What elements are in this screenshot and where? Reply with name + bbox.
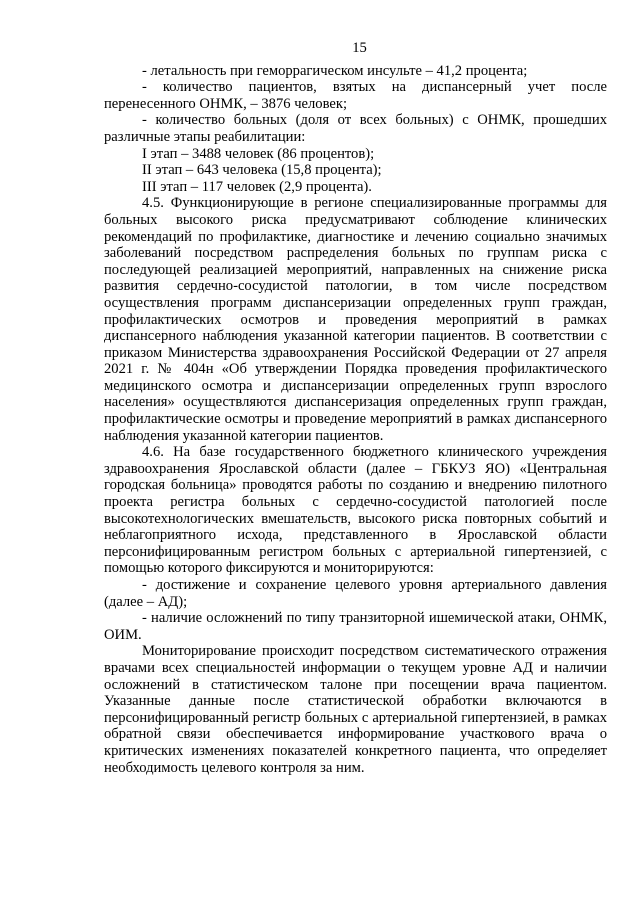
- paragraph-stage-2: II этап – 643 человека (15,8 процента);: [142, 162, 382, 179]
- paragraph-stage-1: I этап – 3488 человек (86 процентов);: [142, 145, 375, 162]
- paragraph-section-4-5: 4.5. Функционирующие в регионе специализированные программы для больных высокого риска предусматривают соблюдение клинических рекомендаций по профилактике, диагностике и лечению социально значимых заболеваний посредством распределения больных по группам риска с последующей реализацией мероприятий, направленных на снижение риска развития сердечно-сосудистой патологии, в том числе посредством осуществления программ диспансеризации определенных групп граждан, профилактических осмотров и проведения мероприятий в рамках диспансерного наблюдения указанной категории пациентов. В соответствии с приказом Министерства здравоохранения Российской Федерации от 27 апреля 2021 г. № 404н «Об утверждении Порядка проведения профилактического медицинского осмотра и диспансеризации определенных групп взрослого населения» осуществляются диспансеризация определенных групп граждан, профилактические осмотры и проведение мероприятий в рамках диспансерного наблюдения указанной категории пациентов.: [104, 195, 607, 444]
- paragraph-complications: - наличие осложнений по типу транзиторной ишемической атаки, ОНМК, ОИМ.: [104, 610, 607, 643]
- paragraph-rehabilitation-stages: - количество больных (доля от всех больных) с ОНМК, прошедших различные этапы реабилитации:: [104, 112, 607, 145]
- paragraph-stage-3: III этап – 117 человек (2,9 процента).: [142, 178, 372, 195]
- paragraph-target-bp: - достижение и сохранение целевого уровня артериального давления (далее – АД);: [104, 577, 607, 610]
- paragraph-section-4-6: 4.6. На базе государственного бюджетного клинического учреждения здравоохранения Ярославской области (далее – ГБКУЗ ЯО) «Центральная городская больница» проводятся работы по созданию и внедрению пилотного проекта регистра больных с сердечно-сосудистой патологией после высокотехнологических вмешательств, высокого риска повторных событий и неблагоприятного исхода, представленного в Ярославской области персонифицированным регистром больных с артериальной гипертензией, с помощью которого фиксируются и мониторируются:: [104, 444, 607, 577]
- page-number: 15: [352, 40, 367, 56]
- paragraph-hemorrhagic-lethality: - летальность при геморрагическом инсульте – 41,2 процента;: [142, 62, 528, 79]
- document-page: [104, 40, 607, 776]
- paragraph-monitoring: Мониторирование происходит посредством систематического отражения врачами всех специальностей информации о текущем уровне АД и наличии осложнений в статистическом талоне при посещении врача пациентом. Указанные данные после статистической обработки включаются в персонифицированный регистр больных с артериальной гипертензией, в рамках обратной связи обеспечивается информирование участкового врача о критических изменениях показателей конкретного пациента, что определяет необходимость целевого контроля за ним.: [104, 643, 607, 776]
- paragraph-dispensary-count: - количество пациентов, взятых на диспансерный учет после перенесенного ОНМК, – 3876 человек;: [104, 79, 607, 112]
